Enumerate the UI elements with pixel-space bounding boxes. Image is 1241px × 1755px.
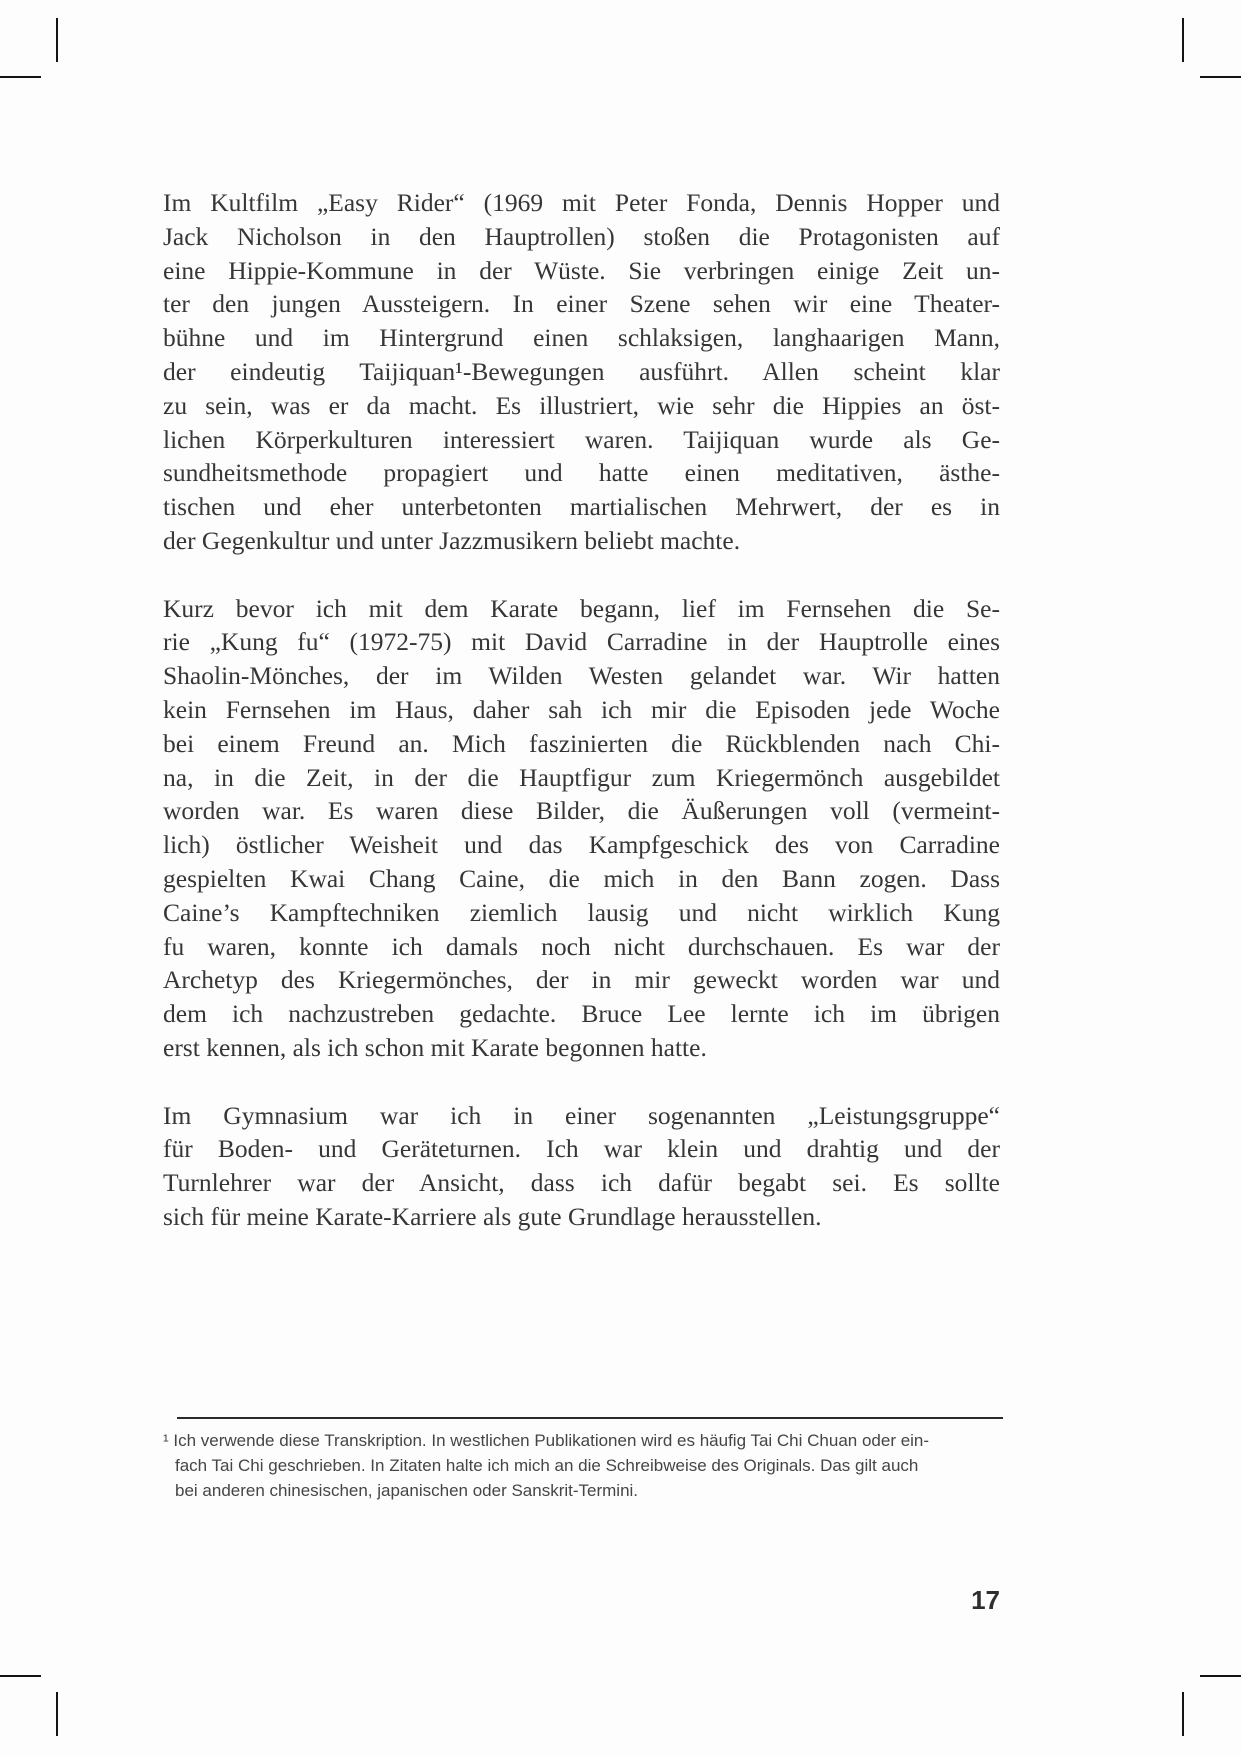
text-line: für Boden- und Geräteturnen. Ich war klein und drahtig und der (163, 1134, 1000, 1164)
text-line: Im Kultfilm „Easy Rider“ (1969 mit Peter Fonda, Dennis Hopper und (163, 188, 1000, 217)
text-line: Shaolin-Mönches, der im Wilden Westen gelandet war. Wir hatten (163, 661, 1000, 691)
text-line: sich für meine Karate-Karriere als gute Grundlage herausstellen. (163, 1201, 822, 1231)
footnote-line: ¹ Ich verwende diese Transkription. In westlichen Publikationen wird es häufig Tai Chi Chuan oder ein- (163, 1431, 930, 1450)
text-line: rie „Kung fu“ (1972-75) mit David Carradine in der Hauptrolle eines (163, 627, 1000, 657)
text-line: bei einem Freund an. Mich faszinierten die Rückblenden nach Chi- (163, 728, 1000, 758)
footnote-separator (177, 1417, 1003, 1419)
paragraph (163, 592, 1000, 1065)
text-line: dem ich nachzustreben gedachte. Bruce Lee lernte ich im übrigen (163, 999, 1000, 1029)
text-line: bühne und im Hintergrund einen schlaksigen, langhaarigen Mann, (163, 323, 1000, 353)
text-line: worden war. Es waren diese Bilder, die Äußerungen voll (vermeint- (163, 796, 1000, 826)
text-line: gespielten Kwai Chang Caine, die mich in den Bann zogen. Dass (163, 863, 1000, 893)
text-line: der eindeutig Taijiquan¹-Bewegungen ausführt. Allen scheint klar (163, 356, 1000, 386)
footnote-line: fach Tai Chi geschrieben. In Zitaten halte ich mich an die Schreibweise des Originals. Das gilt auch (175, 1456, 919, 1475)
text-line: kein Fernsehen im Haus, daher sah ich mir die Episoden jede Woche (163, 694, 1000, 724)
text-line: sundheitsmethode propagiert und hatte einen meditativen, ästhe- (163, 458, 1000, 488)
text-line: erst kennen, als ich schon mit Karate begonnen hatte. (163, 1032, 707, 1062)
crop-mark-bottom-left-horizontal (0, 1675, 41, 1677)
text-line: Turnlehrer war der Ansicht, dass ich dafür begabt sei. Es sollte (163, 1168, 1000, 1198)
footnote-line: bei anderen chinesischen, japanischen oder Sanskrit-Termini. (175, 1481, 639, 1500)
text-line: Jack Nicholson in den Hauptrollen) stoßen die Protagonisten auf (163, 221, 1000, 251)
crop-mark-top-right-vertical (1182, 18, 1184, 62)
text-line: lich) östlicher Weisheit und das Kampfgeschick des von Carradine (163, 830, 1000, 860)
text-line: Im Gymnasium war ich in einer sogenannten „Leistungsgruppe“ (163, 1100, 1000, 1130)
crop-mark-bottom-left-vertical (56, 1692, 58, 1736)
footnote (163, 1428, 1003, 1503)
crop-mark-bottom-right-vertical (1182, 1692, 1184, 1736)
paragraph (163, 1099, 1000, 1234)
text-line: ter den jungen Aussteigern. In einer Szene sehen wir eine Theater- (163, 289, 1000, 319)
body-text (163, 186, 1000, 1234)
crop-mark-top-left-vertical (56, 18, 58, 62)
text-line: Archetyp des Kriegermönches, der in mir geweckt worden war und (163, 965, 1000, 995)
page-number: 17 (971, 1585, 1000, 1615)
text-line: fu waren, konnte ich damals noch nicht durchschauen. Es war der (163, 931, 1000, 961)
text-line: tischen und eher unterbetonten martialischen Mehrwert, der es in (163, 492, 1000, 522)
text-line: na, in die Zeit, in der die Hauptfigur zum Kriegermönch ausgebildet (163, 762, 1000, 792)
crop-mark-top-right-horizontal (1200, 76, 1241, 78)
text-line: der Gegenkultur und unter Jazzmusikern beliebt machte. (163, 525, 741, 555)
text-line: Kurz bevor ich mit dem Karate begann, lief im Fernsehen die Se- (163, 593, 1000, 623)
text-line: lichen Körperkulturen interessiert waren. Taijiquan wurde als Ge- (163, 424, 1000, 454)
text-line: Caine’s Kampftechniken ziemlich lausig und nicht wirklich Kung (163, 897, 1000, 927)
crop-mark-bottom-right-horizontal (1200, 1675, 1241, 1677)
text-line: zu sein, was er da macht. Es illustriert, wie sehr die Hippies an öst- (163, 390, 1000, 420)
crop-mark-top-left-horizontal (0, 76, 41, 78)
text-line: eine Hippie-Kommune in der Wüste. Sie verbringen einige Zeit un- (163, 255, 1000, 285)
paragraph (163, 186, 1000, 558)
